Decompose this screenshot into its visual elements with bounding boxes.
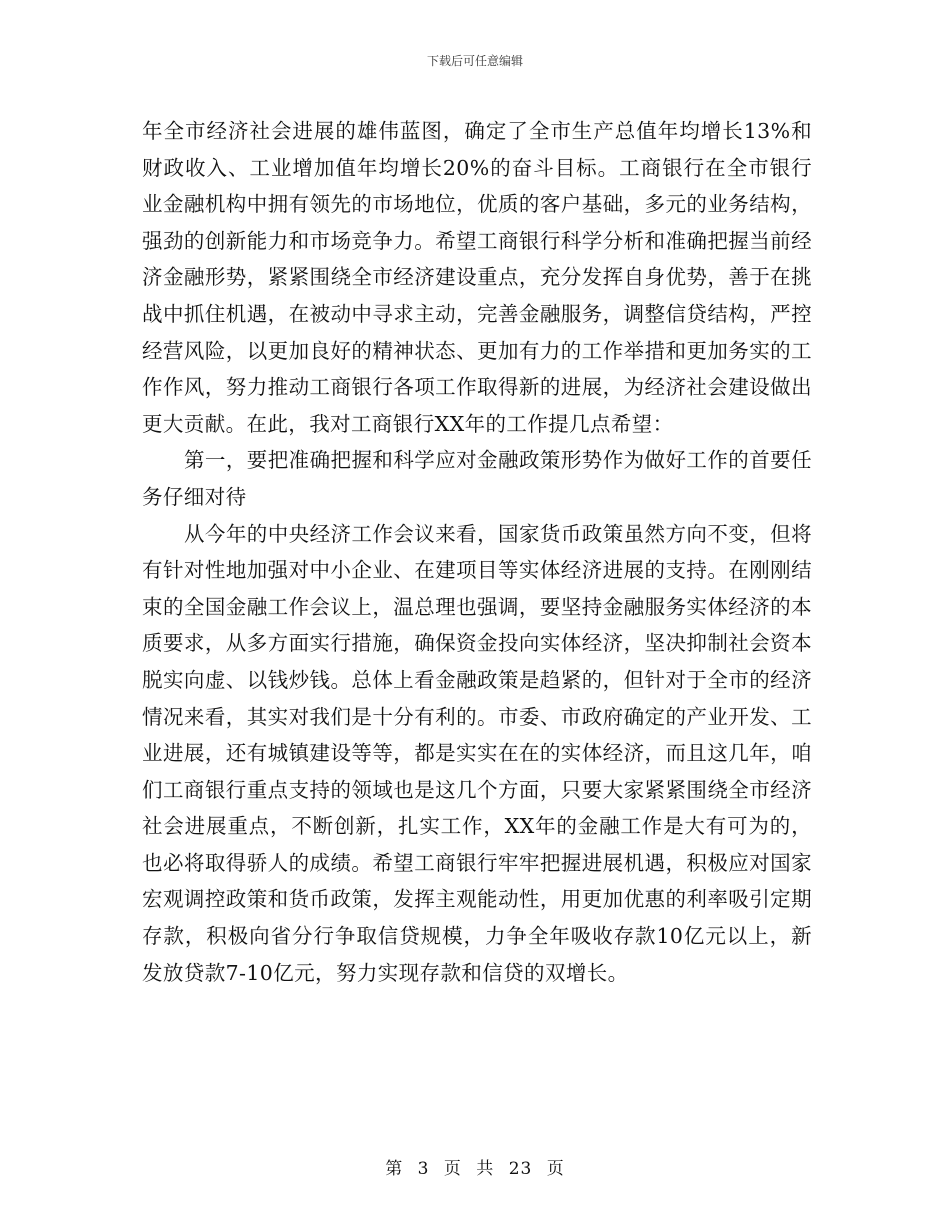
paragraph-body-first-point: 从今年的中央经济工作会议来看，国家货币政策虽然方向不变，但将有针对性地加强对中小企业、在建项目等实体经济进展的支持。在刚刚结束的全国金融工作会议上，温总理也强调，要坚持金融服务实体经济的本质要求，从多方面实行措施，确保资金投向实体经济，坚决抑制社会资本脱实向虚、以钱炒钱。总体上看金融政策是趋紧的，但针对于全市的经济情况来看，其实对我们是十分有利的。市委、市政府确定的产业开发、工业进展，还有城镇建设等等，都是实实在在的实体经济，而且这几年，咱们工商银行重点支持的领域也是这几个方面，只要大家紧紧围绕全市经济社会进展重点，不断创新，扎实工作，XX年的金融工作是大有可为的，也必将取得骄人的成绩。希望工商银行牢牢把握进展机遇，积极应对国家宏观调控政策和货币政策，发挥主观能动性，用更加优惠的利率吸引定期存款，积极向省分行争取信贷规模，力争全年吸收存款10亿元以上，新发放贷款7-10亿元，努力实现存款和信贷的双增长。 (142, 521, 812, 985)
paragraph-heading-first-point: 第一，要把准确把握和科学应对金融政策形势作为做好工作的首要任务仔细对待 (142, 448, 812, 509)
document-body (142, 113, 812, 991)
page-header-note: 下载后可任意编辑 (426, 54, 523, 68)
paragraph-continuation: 年全市经济社会进展的雄伟蓝图，确定了全市生产总值年均增长13%和财政收入、工业增加值年均增长20%的奋斗目标。工商银行在全市银行业金融机构中拥有领先的市场地位，优质的客户基础，多元的业务结构，强劲的创新能力和市场竞争力。希望工商银行科学分析和准确把握当前经济金融形势，紧紧围绕全市经济建设重点，充分发挥自身优势，善于在挑战中抓住机遇，在被动中寻求主动，完善金融服务，调整信贷结构，严控经营风险，以更加良好的精神状态、更加有力的工作举措和更加务实的工作作风，努力推动工商银行各项工作取得新的进展，为经济社会建设做出更大贡献。在此，我对工商银行XX年的工作提几点希望： (142, 119, 812, 436)
page-number-footer: 第 3 页 共 23 页 (385, 1159, 565, 1179)
